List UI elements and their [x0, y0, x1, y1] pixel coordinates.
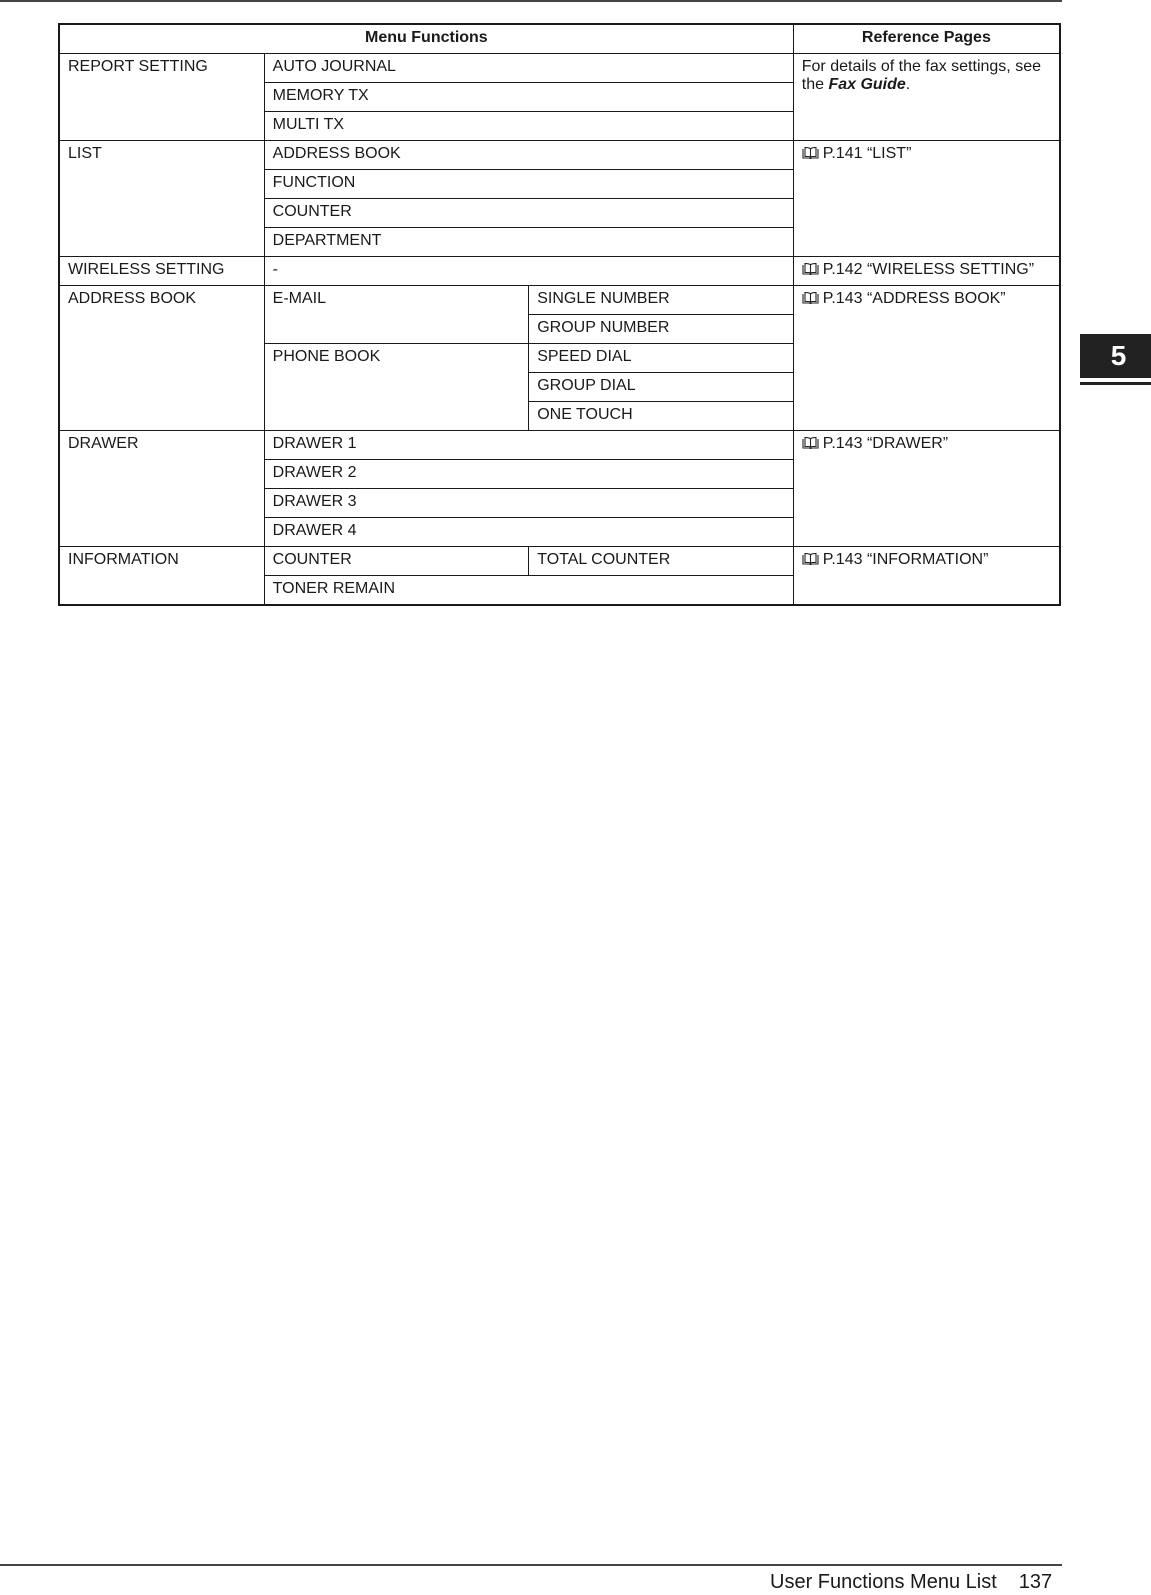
email-label: E-MAIL	[264, 286, 529, 344]
table-cell: FUNCTION	[264, 170, 793, 199]
table-row	[59, 141, 1060, 170]
table-cell: MEMORY TX	[264, 83, 793, 112]
table-cell: DRAWER 2	[264, 460, 793, 489]
list-label: LIST	[59, 141, 264, 257]
fax-guide-title: Fax Guide	[828, 76, 906, 93]
table-row	[59, 547, 1060, 576]
drawer-reference	[793, 431, 1060, 547]
footer-title: User Functions Menu List	[770, 1571, 997, 1593]
report-setting-label: REPORT SETTING	[59, 54, 264, 141]
report-setting-reference	[793, 54, 1060, 141]
book-icon	[802, 553, 819, 565]
table-cell: AUTO JOURNAL	[264, 54, 793, 83]
bottom-rule	[0, 1564, 1062, 1566]
reference-text: For details of the fax settings, see the	[801, 58, 1041, 93]
table-cell: SPEED DIAL	[529, 344, 794, 373]
top-rule	[0, 0, 1062, 2]
page-number: 137	[1018, 1571, 1053, 1593]
table-cell: DEPARTMENT	[264, 228, 793, 257]
book-icon	[802, 437, 819, 449]
table-cell: COUNTER	[264, 199, 793, 228]
table-row	[59, 257, 1060, 286]
table-cell: GROUP NUMBER	[529, 315, 794, 344]
reference-link[interactable]: P.142 “WIRELESS SETTING”	[822, 261, 1035, 278]
information-reference	[793, 547, 1060, 606]
table-cell: TOTAL COUNTER	[529, 547, 794, 576]
table-header-row	[59, 24, 1060, 54]
chapter-tab: 5	[1080, 334, 1151, 378]
reference-link[interactable]: P.141 “LIST”	[822, 145, 912, 162]
table-cell: SINGLE NUMBER	[529, 286, 794, 315]
address-book-reference	[793, 286, 1060, 431]
menu-functions-header: Menu Functions	[59, 24, 793, 54]
table-cell: -	[264, 257, 793, 286]
list-reference	[793, 141, 1060, 257]
wireless-setting-reference	[793, 257, 1060, 286]
menu-functions-table	[58, 23, 1061, 606]
chapter-tab-underline	[1080, 382, 1151, 385]
reference-text: .	[905, 76, 911, 93]
table-cell: GROUP DIAL	[529, 373, 794, 402]
counter-label: COUNTER	[264, 547, 529, 576]
table-row	[59, 286, 1060, 315]
table-cell: DRAWER 3	[264, 489, 793, 518]
reference-link[interactable]: P.143 “DRAWER”	[822, 435, 949, 452]
information-label: INFORMATION	[59, 547, 264, 606]
table-cell: ADDRESS BOOK	[264, 141, 793, 170]
reference-link[interactable]: P.143 “INFORMATION”	[822, 551, 989, 568]
book-icon	[802, 147, 819, 159]
reference-link[interactable]: P.143 “ADDRESS BOOK”	[822, 290, 1006, 307]
table-cell: DRAWER 1	[264, 431, 793, 460]
book-icon	[802, 263, 819, 275]
table-cell: TONER REMAIN	[264, 576, 793, 606]
wireless-setting-label: WIRELESS SETTING	[59, 257, 264, 286]
drawer-label: DRAWER	[59, 431, 264, 547]
table-cell: DRAWER 4	[264, 518, 793, 547]
table-row	[59, 431, 1060, 460]
table-cell: MULTI TX	[264, 112, 793, 141]
table-row	[59, 54, 1060, 83]
phone-book-label: PHONE BOOK	[264, 344, 529, 431]
book-icon	[802, 292, 819, 304]
page-footer	[770, 1570, 1052, 1594]
table-cell: ONE TOUCH	[529, 402, 794, 431]
address-book-label: ADDRESS BOOK	[59, 286, 264, 431]
reference-pages-header: Reference Pages	[793, 24, 1060, 54]
